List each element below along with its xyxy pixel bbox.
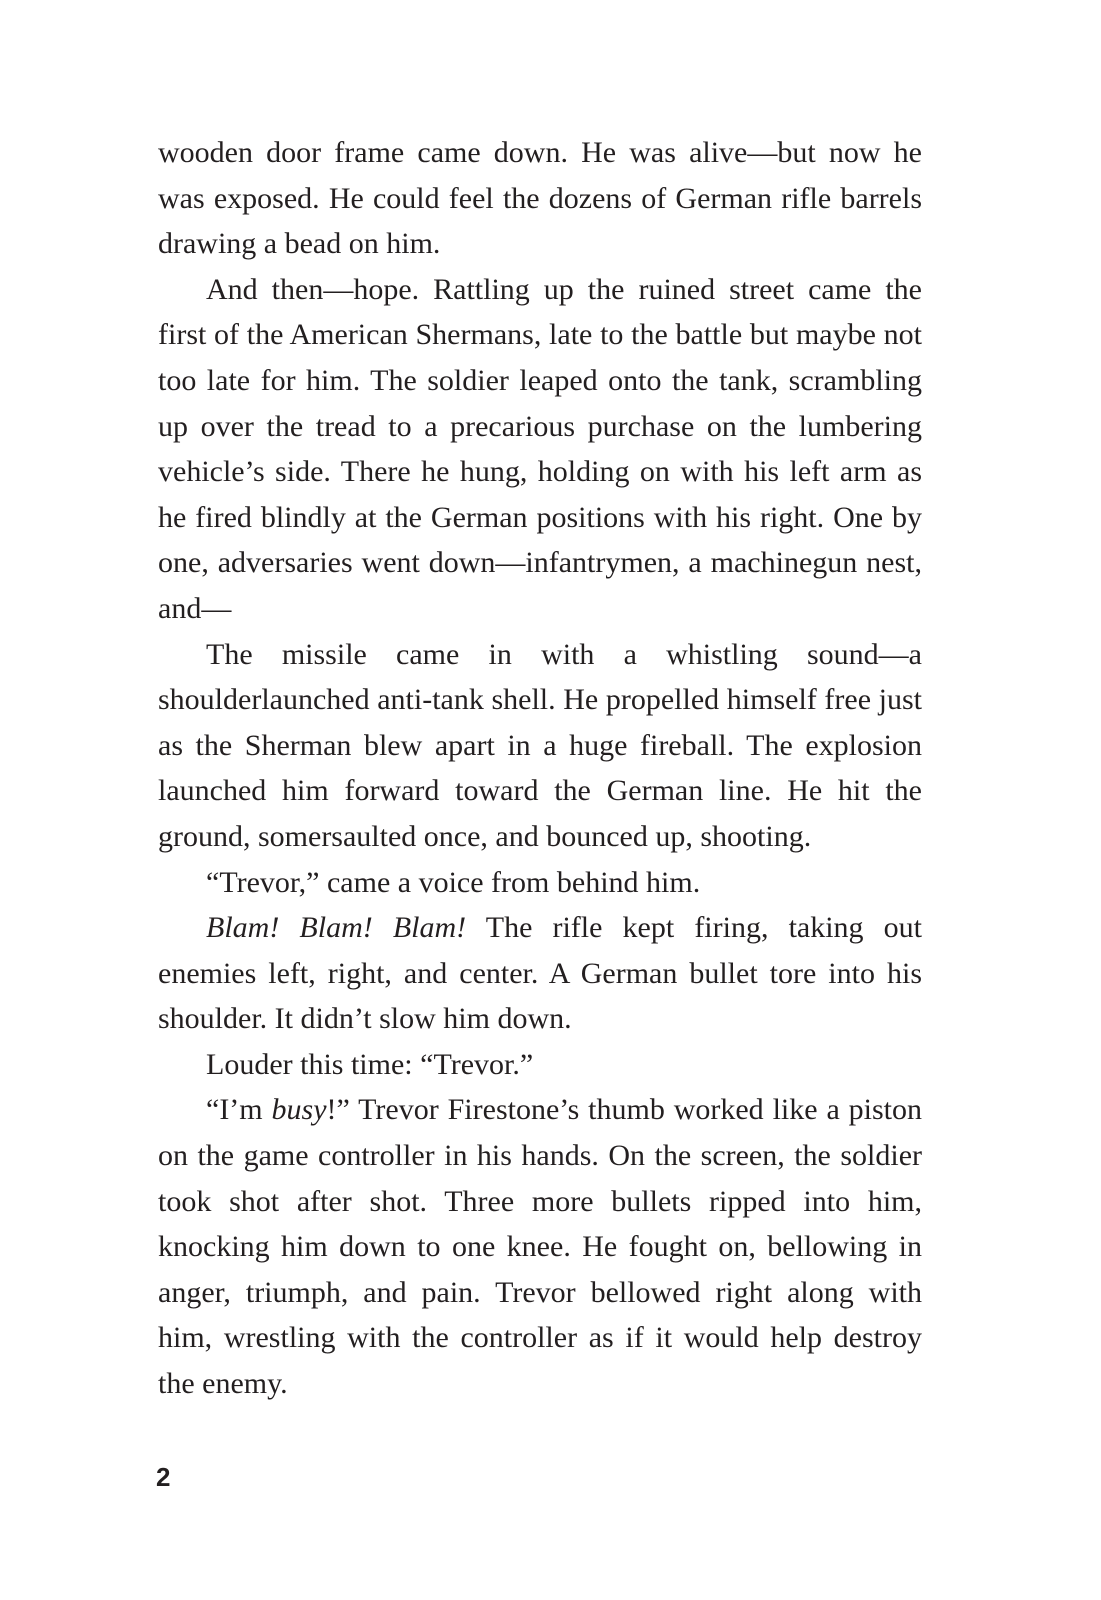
page-number: 2 [156, 1462, 171, 1492]
paragraph [158, 905, 922, 1042]
body-text [158, 130, 922, 1407]
paragraph [158, 130, 922, 267]
text-segment: “I’m [206, 1093, 272, 1127]
paragraph [158, 860, 922, 906]
text-segment: Louder this time: “Trevor.” [206, 1047, 534, 1081]
text-segment: The missile came in with a whistling sound—a shoulderlaunched anti-tank shell. He propelled himself free just as the Sherman blew apart in a huge fireball. The explosion launched him forward toward the German line. He hit the ground, somersaulted once, and bounced up, shooting. [158, 637, 922, 853]
paragraph [158, 267, 922, 632]
paragraph [158, 1042, 922, 1088]
text-segment: “Trevor,” came a voice from behind him. [206, 865, 701, 899]
text-segment: And then—hope. Rattling up the ruined street came the first of the American Shermans, late to the battle but maybe not too late for him. The soldier leaped onto the tank, scrambling up over the tread to a precarious purchase on the lumbering vehicle’s side. There he hung, holding on with his left arm as he fired blindly at the German positions with his right. One by one, adversaries went down—infantrymen, a machinegun nest, and— [158, 272, 922, 625]
paragraph [158, 1087, 922, 1406]
text-segment: !” Trevor Firestone’s thumb worked like a piston on the game controller in his hands. On the screen, the soldier took shot after shot. Three more bullets ripped into him, knocking him down to one knee. He fought on, bellowing in anger, triumph, and pain. Trevor bellowed right along with him, wrestling with the controller as if it would help destroy the enemy. [158, 1093, 922, 1401]
text-segment: The rifle kept firing, taking out enemies left, right, and center. A German bullet tore into his shoulder. It didn’t slow him down. [158, 911, 923, 1036]
italic-text-segment: busy [271, 1093, 327, 1127]
paragraph [158, 632, 922, 860]
text-segment: wooden door frame came down. He was alive—but now he was exposed. He could feel the dozens of German rifle barrels drawing a bead on him. [158, 136, 922, 261]
italic-text-segment: Blam! Blam! Blam! [206, 911, 467, 945]
